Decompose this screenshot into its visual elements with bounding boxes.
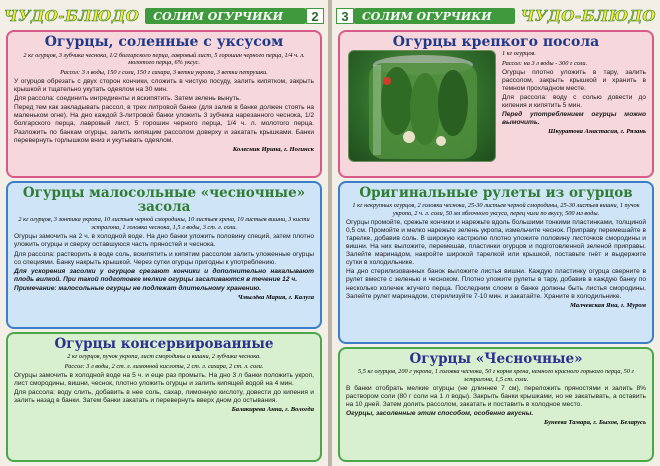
- page-number: 2: [306, 8, 324, 24]
- recipe-tip: Для ускорения засолки у огурцов срезают кончики и дополнительно накалывают плодь вилкой. При такой подготовке мелкие огурцы засаливаются в течение 12 ч.: [14, 267, 314, 283]
- recipe-title: Огурцы, соленные с уксусом: [44, 34, 284, 50]
- recipe-card-lightly-salted: [6, 181, 322, 329]
- section-title: СОЛИМ ОГУРЧИКИ: [145, 8, 306, 24]
- recipe-card-vinegar: [6, 30, 322, 178]
- recipe-title: Огурцы крепкого посола: [392, 34, 600, 50]
- author-signature: Малчевская Яна, г. Муром: [569, 301, 646, 309]
- section-title: СОЛИМ ОГУРЧИКИ: [354, 8, 515, 24]
- recipe-step: В банки отобрать мелкие огурцы (не длиннее 7 см), переложить пряностями и залить 8% раствором соли (80 г соли на 1 л воды). Закрыть банки крышками, но не закатывать, а оставить на 10 дней. Затем долить рассолом, закатать и поставить в холодное место.: [346, 385, 646, 409]
- recipe-step: Для рассола: соединить ингредиенты и вскипятить. Затем зелень вынуть.: [14, 95, 242, 103]
- recipe-ingredients: 5,5 кг огурцов, 200 г укропа, 1 головка чеснока, 50 г корня хрена, немного красного горького перца, 50 г эстрагона, 1,5 ст. соли.: [358, 368, 634, 383]
- author-signature: Шкуратова Анастасия, г. Рязань: [548, 128, 646, 136]
- author-signature: Бунеева Тамара, г. Быхов, Беларусь: [544, 419, 646, 427]
- recipe-step: На дно стерилизованных банок выложите листья вишни. Каждую пластинку огурца сверните в рулет вместе с зеленью и чесноком. Плотно уложите рулеты в тару, добавив в каждую банку по несколько колечек жгучего перца. Последним слоем в банке должны быть листья смородины. Залейте рулет маринадом, стерилизуйте 7-10 мин. и закатайте. Храните в холодильнике.: [346, 268, 646, 300]
- recipe-brine: Рассол: 3 л воды, 2 ст. л. лимонной кислоты, 2 ст. л. сахара, 2 ст. л. соли.: [64, 362, 264, 370]
- recipe-title: Оригинальные рулеты из огурцов: [359, 185, 633, 201]
- right-page: [332, 0, 660, 466]
- recipe-step: У огурцов обрезать с двух сторон кончики, сложить в чистую посуду, залить кипятком, закрыть крышкой и тщательно укутать одеялом на 30 мин.: [14, 78, 314, 94]
- left-header: [4, 6, 324, 26]
- recipe-step: Для рассола: воду слить, добавить в нее соль, сахар, лимонную кислоту, довести до кипения и залить назад в банки. Затем банки закатать и перевернуть вверх дном до остывания.: [14, 389, 314, 405]
- recipe-step: Перед тем как закладывать рассол, в трех литровой банке (для залив в банке должен стоять на маленьком огне). На дно каждой 3-литровой банки уложить 3 зубчика нарезанного чеснока, 1/2 болгарского перца, лавровый лист, 5 горошин черного перца, 1/4 ч. л. молотого перца. Разложить по банкам огурцы, залить кипящим рассолом доверху и закатать крышками. Банки перевернуть горлышком вниз и укутывать одеялом.: [14, 104, 314, 144]
- recipe-card-canned: [6, 332, 322, 462]
- recipe-ingredients: 2 кг огурцов, 3 зубчика чеснока, 1/2 болгарского перца, лавровый лист, 5 горошин черного перца, 1/4 ч. л. молотого перца, 6% уксус.: [23, 51, 305, 67]
- recipe-ingredients: 1 кг огурцов.: [502, 50, 536, 57]
- recipe-body: [502, 50, 646, 135]
- recipe-step: Огурцы промойте, срежьте кончики и нарежьте вдоль большими тонкими пластинками, толщиной 0,5 см. Промойте и мелко нарежьте зелень укропа, измельчите чеснок. Приправу перемешайте в тарелке, добавив соль. В широкую кастрюлю плотно уложите половину листочков смородины и вишни. На них выложите, перемешав, пластинки огурцов и подготовленной зеленой приправы. Залейте маринадом, накройте широкой тарелкой или крышкой, поставьте гнёт и выдержите сутки в холодильнике.: [346, 219, 646, 267]
- recipe-step: Огурцы замочить на 2 ч. в холодной воде. На дно банки уложить половину специй, затем плотно уложить огурцы и сверху оставшуюся часть пряностей и чеснока.: [14, 233, 314, 249]
- right-header: [336, 6, 656, 26]
- author-signature: Балакирева Анна, г. Вологда: [231, 406, 314, 414]
- author-signature: Колесник Ирина, г. Ногинск: [232, 145, 314, 153]
- recipe-note: Примечание: малосольные огурцы не подлежат длительному хранению.: [14, 284, 262, 292]
- recipe-ingredients: 1 кг некрупных огурцов, 2 головки чеснока, 25-30 листьев черной смородины, 25-30 листьев вишни, 1 пучок укропа, 2 ч. л. соли, 50 мл яблочного уксуса, перец чили по вкусу, 500 мл воды.: [352, 202, 640, 217]
- jar-image: [349, 51, 496, 162]
- recipe-title: Огурцы консервированные: [54, 336, 274, 352]
- pickled-cucumbers-photo: [348, 50, 496, 162]
- recipe-title: Огурцы малосольные «чесночные» засола: [22, 185, 306, 216]
- recipe-card-garlic: [338, 347, 654, 462]
- recipe-card-cucumber-rolls: [338, 181, 654, 344]
- recipe-step: Для рассола: растворить в воде соль, вскипятить и кипятим рассолом залить уложенные огурцы со специями. Банку накрыть крышкой. Через сутки огурцы пригодны к употреблению.: [14, 250, 314, 266]
- author-signature: Чмылёва Мария, г. Калуга: [237, 293, 314, 301]
- recipe-brine: Рассол: 3 л воды, 150 г соли, 150 г сахара, 3 ветки укропа, 3 ветки петрушки.: [60, 68, 268, 76]
- page-number: 3: [336, 8, 354, 24]
- brand-logo: ЧУДО-БЛЮДО: [4, 7, 140, 25]
- recipe-ingredients: 2 кг огурцов, 3 зонтика укропа, 10 листьев черной смородины, 10 листьев хрена, 10 листьев вишни, 3 кисти эстрагона, 1 головка чеснока, 1,5 л воды, 3 ст. л. соли.: [18, 216, 310, 231]
- left-page: [0, 0, 328, 466]
- recipe-step: Огурцы замочить в холодной воде на 5 ч. и еще раз промыть. На дно 3 л банки положить укроп, лист смородины, вишни, чеснок, плотно уложить огурцы и залить кипящей водой на 4 мин.: [14, 372, 314, 388]
- recipe-brine: Рассол: на 3 л воды - 300 г соли.: [502, 59, 588, 67]
- recipe-ingredients: 2 кг огурцов, пучок укропа, лист смородины и вишни, 2 зубчика чеснока.: [67, 353, 261, 361]
- recipe-step: Для рассола: воду с солью довести до кипения и кипятить 5 мин.: [502, 94, 646, 110]
- recipe-title: Огурцы «Чесночные»: [409, 351, 583, 367]
- recipe-tip: Огурцы, засоленные этим способом, особенно вкусны.: [346, 410, 534, 418]
- recipe-card-strong-salting: [338, 30, 654, 178]
- brand-logo: ЧУДО-БЛЮДО: [520, 7, 656, 25]
- recipe-tip: Перед употреблением огурцы можно вымочить.: [502, 111, 646, 127]
- recipe-step: Огурцы плотно уложить в тару, залить рассолом, закрыть крышкой и хранить в темном прохладном месте.: [502, 69, 646, 93]
